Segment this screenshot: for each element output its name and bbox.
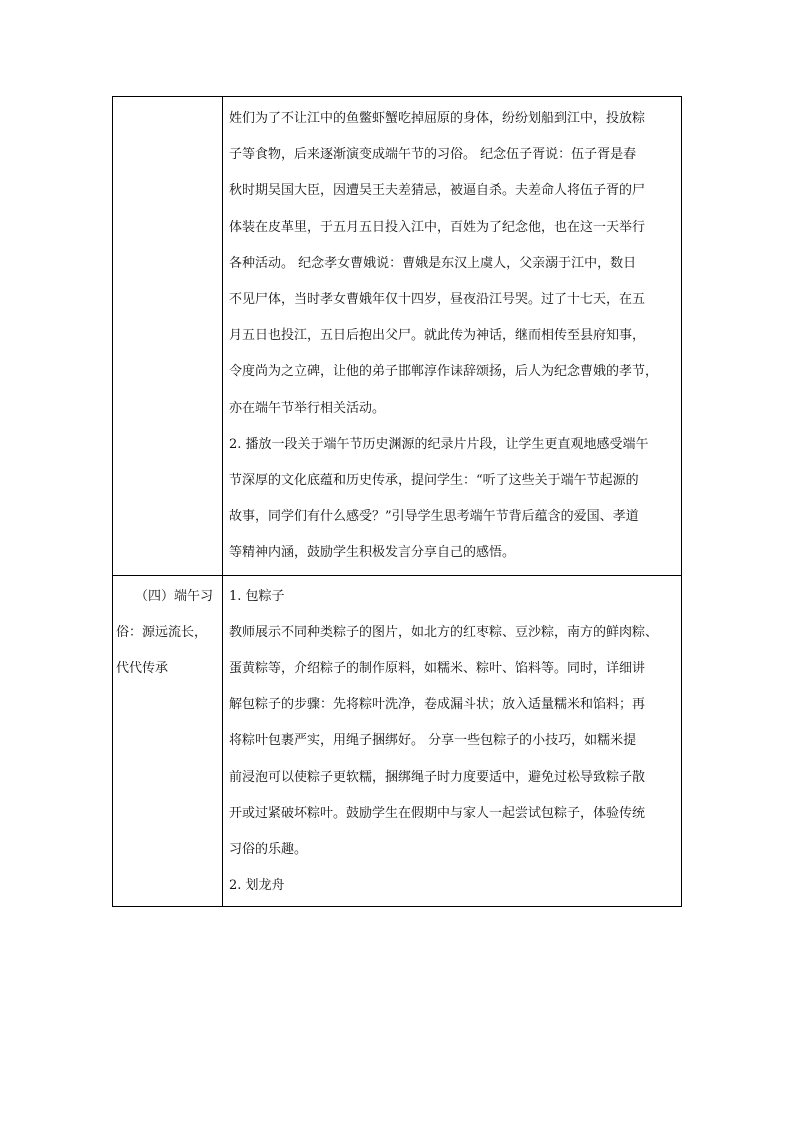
text-line: 不见尸体，当时孝女曹娥年仅十四岁，昼夜沿江号哭。过了十七天，在五 [229,292,646,308]
text-line: 故事，同学们有什么感受？”引导学生思考端午节背后蕴含的爱国、孝道 [229,509,639,525]
row1-left-cell [113,97,223,576]
text-line: 节深厚的文化底蕴和历史传承，提问学生：“听了这些关于端午节起源的 [229,473,639,489]
text-line: 习俗的乐趣。 [229,842,308,858]
row2-text-block [223,576,681,907]
lesson-table [112,96,682,907]
subheading-dragon-boat: 2. 划龙舟 [229,878,285,894]
row1-text-block [223,97,681,575]
text-line: 蛋黄粽等，介绍粽子的制作原料，如糯米、粽叶、馅料等。同时，详细讲 [229,661,646,677]
heading-line: 俗：源远流长， [116,624,208,640]
text-line: 2. 播放一段关于端午节历史渊源的纪录片片段，让学生更直观地感受端午 [229,436,649,452]
text-line: 解包粽子的步骤：先将粽叶洗净，卷成漏斗状；放入适量糯米和馅料；再 [229,697,646,713]
heading-line: 代代传承 [116,661,169,677]
row2-right-cell [223,575,682,907]
text-line: 亦在端午节举行相关活动。 [229,400,386,416]
text-line: 体装在皮革里，于五月五日投入江中，百姓为了纪念他，也在这一天举行 [229,219,646,235]
text-line: 开或过紧破坏粽叶。鼓励学生在假期中与家人一起尝试包粽子，体验传统 [229,805,646,821]
text-line: 秋时期吴国大臣，因遭吴王夫差猜忌，被逼自杀。夫差命人将伍子胥的尸 [229,183,646,199]
section-heading [113,576,222,688]
text-line: 子等食物，后来逐渐演变成端午节的习俗。 纪念伍子胥说：伍子胥是春 [229,147,637,163]
text-line: 姓们为了不让江中的鱼鳖虾蟹吃掉屈原的身体，纷纷划船到江中，投放粽 [229,111,646,126]
text-line: 等精神内涵，鼓励学生积极发言分享自己的感悟。 [229,545,516,561]
text-line: 月五日也投江，五日后抱出父尸。就此传为神话，继而相传至县府知事， [229,328,646,344]
text-line: 前浸泡可以使粽子更软糯，捆绑绳子时力度要适中，避免过松导致粽子散 [229,769,646,785]
text-line: 各种活动。 纪念孝女曹娥说：曹娥是东汉上虞人，父亲溺于江中，数日 [229,255,637,271]
table-row [113,97,682,576]
text-line: 将粽叶包裹严实，用绳子捆绑好。 分享一些包粽子的小技巧，如糯米提 [229,733,637,749]
section-heading-cell [113,575,223,907]
table-row [113,575,682,907]
text-line: 令度尚为之立碑，让他的弟子邯郸淳作诔辞颂扬，后人为纪念曹娥的孝节， [229,364,659,380]
heading-line: （四）端午习 [135,588,214,604]
subheading-zongzi: 1. 包粽子 [229,588,285,604]
row1-right-cell [223,97,682,576]
text-line: 教师展示不同种类粽子的图片，如北方的红枣粽、豆沙粽，南方的鲜肉粽、 [229,624,659,640]
